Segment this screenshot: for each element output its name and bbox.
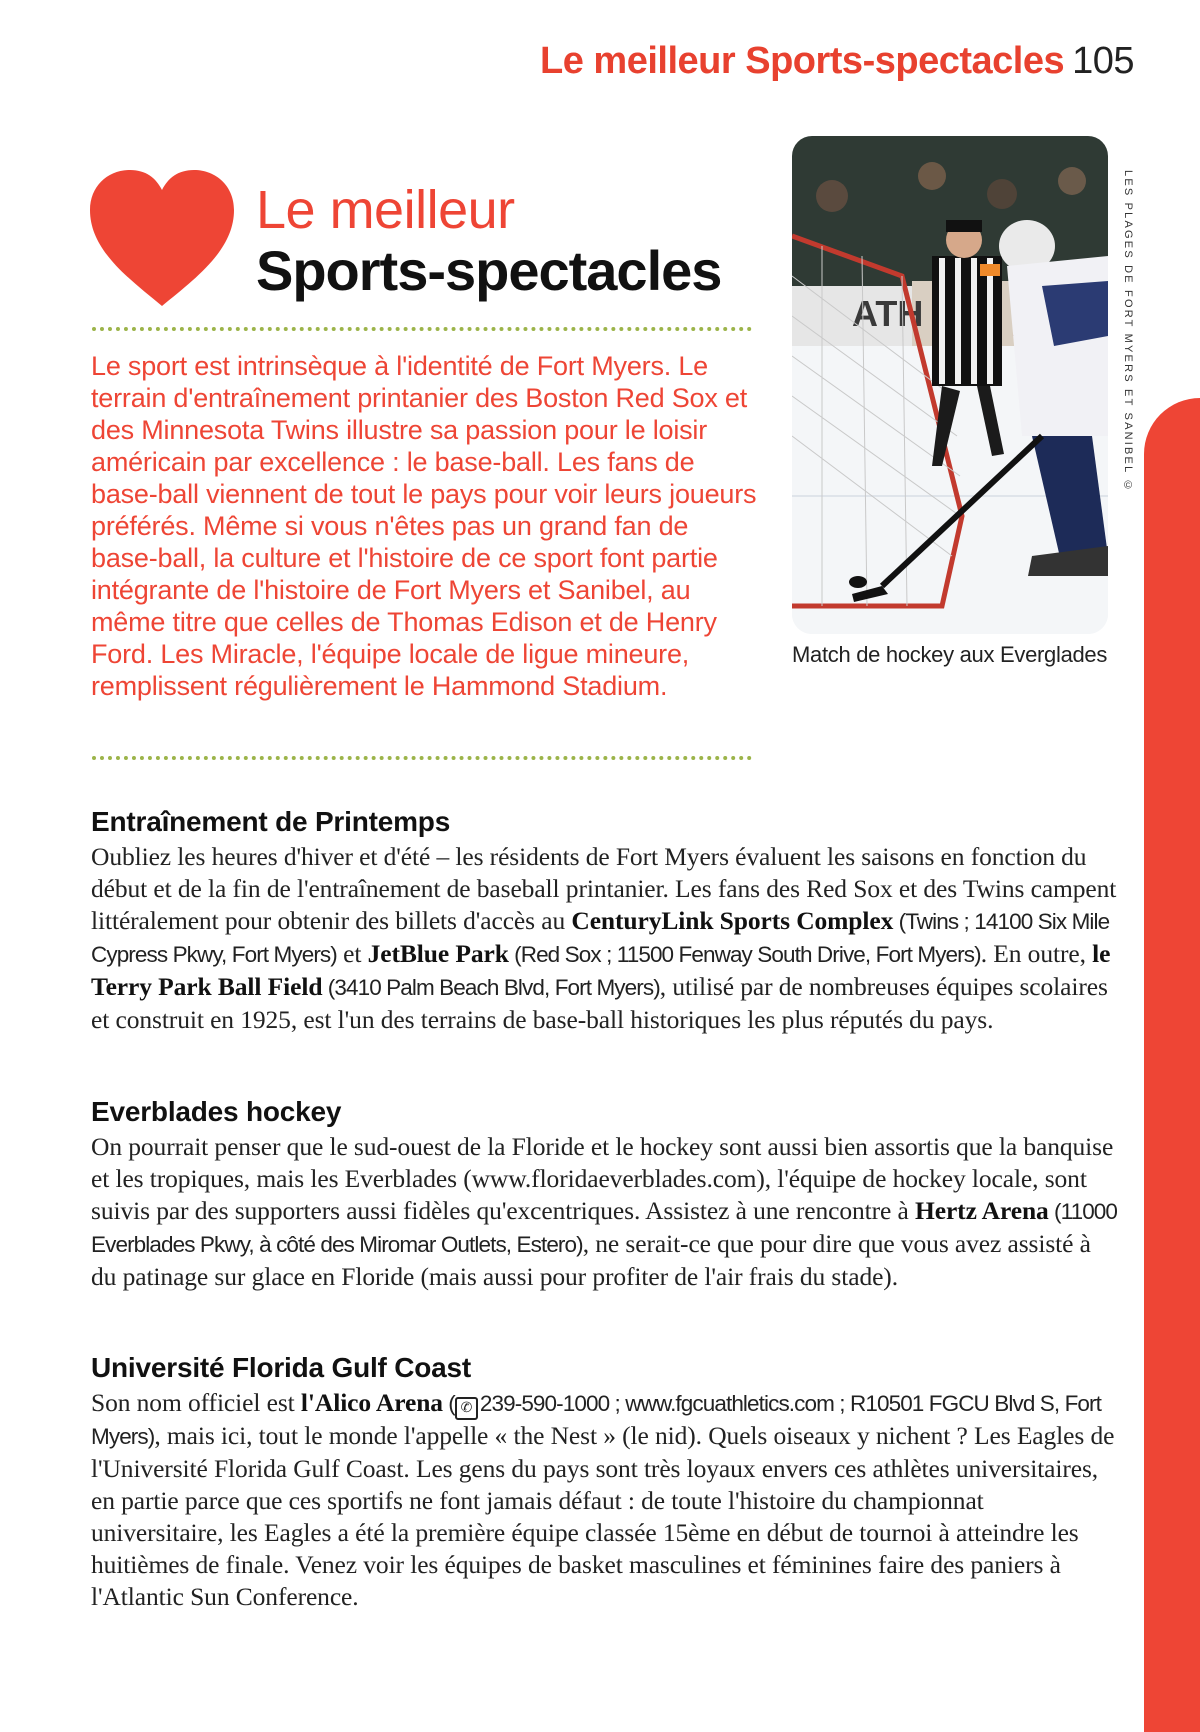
photo-credit: LES PLAGES DE FORT MYERS ET SANIBEL © — [1122, 170, 1134, 494]
body-text: Son nom officiel est — [91, 1388, 301, 1417]
section-everblades-hockey — [91, 1096, 1121, 1293]
section-body — [91, 841, 1121, 1036]
body-text: et — [336, 939, 368, 968]
venue-name: JetBlue Park — [367, 939, 509, 968]
hero-title — [256, 180, 721, 302]
hero-title-line1: Le meilleur — [256, 180, 515, 240]
dotted-divider-bottom — [92, 756, 752, 760]
venue-info: (3410 Palm Beach Blvd, Fort Myers) — [322, 975, 660, 1000]
venue-name: CenturyLink Sports Complex — [571, 906, 894, 935]
dotted-divider-top — [92, 327, 752, 331]
venue-name: le Terry Park Ball Field — [91, 939, 1111, 1001]
venue-info: 239-590-1000 ; www.fgcuathletics.com ; R10501 FGCU Blvd S, Fort Myers) — [91, 1391, 1101, 1449]
photo-caption: Match de hockey aux Everglades — [792, 642, 1108, 667]
venue-name: Hertz Arena — [915, 1196, 1049, 1225]
venue-info: (Red Sox ; 11500 Fenway South Drive, Fort Myers) — [508, 942, 981, 967]
body-text: , ne serait-ce que pour dire que vous avez assisté à du patinage sur glace en Floride (mais aussi pour profiter de l'air frais du stade). — [91, 1229, 1091, 1291]
section-spring-training — [91, 806, 1121, 1036]
hero-title-line2: Sports-spectacles — [256, 239, 722, 302]
venue-info: ( — [442, 1391, 455, 1416]
section-body — [91, 1387, 1121, 1613]
section-body — [91, 1131, 1121, 1293]
banner-text: ATH — [852, 293, 924, 334]
venue-info: (Twins ; 14100 Six Mile Cypress Pkwy, Fort Myers) — [91, 909, 1110, 967]
venue-info: (11000 Everblades Pkwy, à côté des Miromar Outlets, Estero) — [91, 1199, 1118, 1257]
section-heading: Université Florida Gulf Coast — [91, 1352, 472, 1383]
body-text: , utilisé par de nombreuses équipes scolaires et construit en 1925, est l'un des terrains de base-ball historiques les plus réputés du pays. — [91, 972, 1108, 1034]
page-number: 105 — [1072, 40, 1134, 82]
body-text: , mais ici, tout le monde l'appelle « the Nest » (le nid). Quels oiseaux y nichent ? Les Eagles de l'Université Florida Gulf Coast. Les gens du pays sont très loyaux envers ces athlètes universitaires, en partie parce que ces sportifs ne font jamais défaut : de toute l'histoire du championnat universitaire, les Eagles a été la première équipe classée 15ème en début de tournoi à atteindre les huitièmes de finale. Venez voir les équipes de basket masculines et féminines faire des paniers à l'Atlantic Sun Conference. — [91, 1421, 1115, 1611]
phone-icon: ✆ — [455, 1397, 478, 1420]
body-text: . En outre, — [980, 939, 1093, 968]
side-tab — [1144, 398, 1200, 1732]
hockey-photo — [792, 136, 1108, 634]
venue-name: l'Alico Arena — [300, 1388, 443, 1417]
section-heading: Entraînement de Printemps — [91, 806, 451, 837]
body-text: Oubliez les heures d'hiver et d'été – les résidents de Fort Myers évaluent les saisons en fonction du début et de la fin de l'entraînement de baseball printanier. Les fans des Red Sox et des Twins campent littéralement pour obtenir des billets d'accès au — [91, 842, 1117, 935]
section-heading: Everblades hockey — [91, 1096, 342, 1127]
body-text: On pourrait penser que le sud-ouest de la Floride et le hockey sont aussi bien assortis que la banquise et les tropiques, mais les Everblades (www.floridaeverblades.com), l'équipe de hockey locale, sont suivis par des supporters aussi fidèles qu'excentriques. Assistez à une rencontre à — [91, 1132, 1114, 1225]
heart-icon — [88, 168, 236, 308]
running-header — [540, 40, 1134, 83]
section-fgcu — [91, 1352, 1121, 1613]
intro-paragraph: Le sport est intrinsèque à l'identité de Fort Myers. Le terrain d'entraînement printanier des Boston Red Sox et des Minnesota Twins illustre sa passion pour le loisir américain par excellence : le base-ball. Les fans de base-ball viennent de tout le pays pour voir leurs joueurs préférés. Même si vous n'êtes pas un grand fan de base-ball, la culture et l'histoire de ce sport font partie intégrante de l'histoire de Fort Myers et Sanibel, au même titre que celles de Thomas Edison et de Henry Ford. Les Miracle, l'équipe locale de ligue mineure, remplissent régulièrement le Hammond Stadium. — [91, 351, 757, 701]
running-header-title: Le meilleur Sports-spectacles — [540, 40, 1065, 82]
